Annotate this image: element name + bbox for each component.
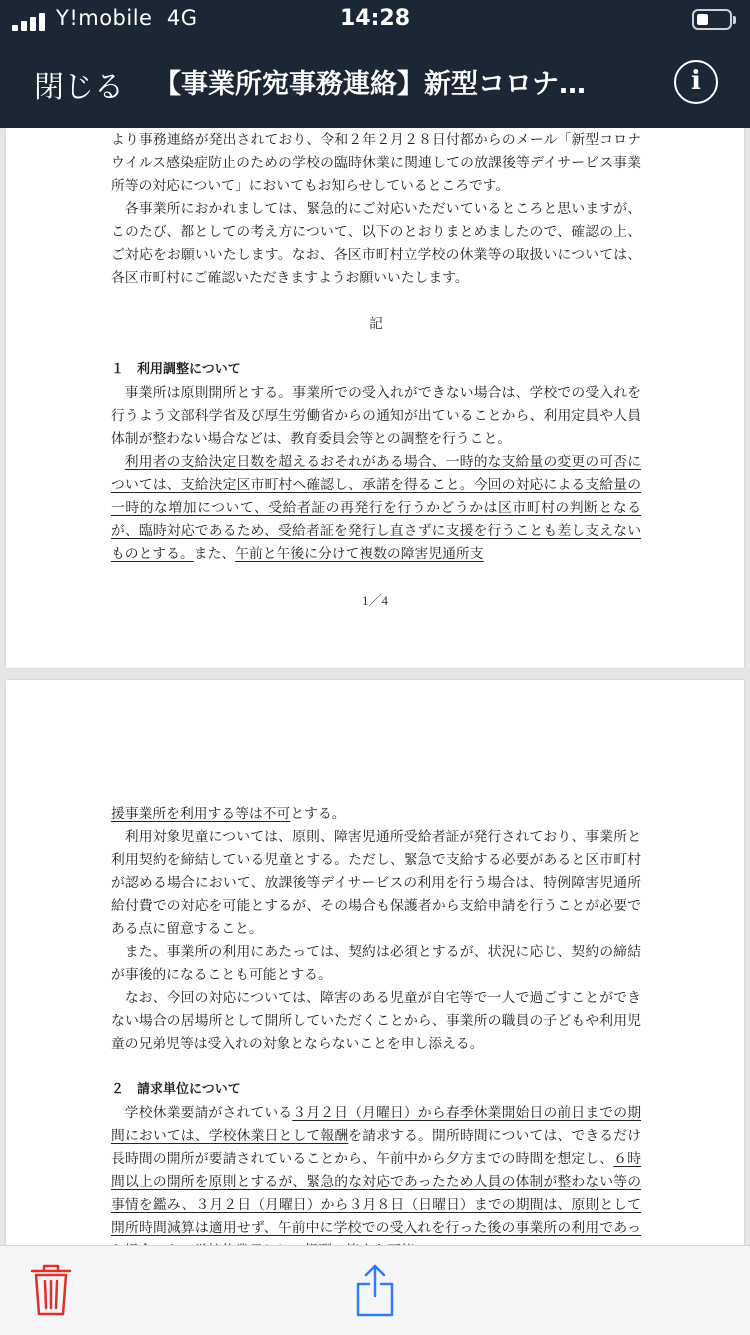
info-button[interactable]: i (674, 60, 718, 104)
paragraph-target-children: 利用対象児童については、原則、障害児通所受給者証が発行されており、事業所と利用契約を締結している児童とする。ただし、緊急で支給する必要があると区市町村が認める場合において、放課後等デイサービスの利用を行う場合は、特例障害児通所給付費での対応を可能とするが、その場合も保護者から支給申請を行うことが必要である点に留意すること。 (111, 829, 641, 936)
paragraph-contract: また、事業所の利用にあたっては、契約は必須とするが、状況に応じ、契約の締結が事後的になることも可能とする。 (111, 944, 641, 982)
network-type: 4G (166, 6, 198, 30)
document-title: 【事業所宛事務連絡】新型コロナ… (154, 69, 586, 100)
ki-heading: 記 (369, 316, 383, 331)
paragraph-section-1b (111, 450, 641, 565)
share-icon (350, 1262, 400, 1318)
page-1-text (111, 128, 641, 565)
paragraph-intro: より事務連絡が発出されており、令和２年２月２８日付都からのメール「新型コロナウイルス感染症防止のための学校の臨時休業に関連しての放課後等デイサービス事業所等の対応について」においてもお知らせしているところです。 (111, 132, 641, 193)
page-number: 1／4 (361, 593, 388, 608)
navigation-bar (0, 40, 750, 128)
top-bar (0, 0, 750, 128)
paragraph-continuation (111, 802, 641, 825)
underlined-text: 午前と午後に分けて複数の障害児通所支 (235, 546, 484, 561)
trash-icon (26, 1262, 76, 1318)
underlined-text: ６時間以上の開所を原則とするが、緊急的な対応であったため人員の体制が整わない等の事情を鑑み、３月２日（月曜日）から３月８日（日曜日）までの期間は、原則として開所時間減算は適用せず、午前中に学校での受入れを行った後の事業所の利用であっ (111, 1151, 641, 1235)
battery-icon (692, 9, 732, 30)
share-button[interactable] (350, 1262, 400, 1318)
plain-text: とする。 (290, 806, 346, 821)
section-2-title: ２ 請求単位について (111, 1082, 241, 1097)
document-page-1 (6, 128, 744, 668)
plain-text: 学校休業要請がされている (124, 1105, 293, 1120)
plain-text: また、 (193, 546, 236, 561)
status-bar (0, 0, 750, 40)
bottom-toolbar (0, 1245, 750, 1335)
underlined-text: ３月２日（月曜日）から春季休業開始日の前日までの期間においては、学校休業日として報酬 (111, 1105, 641, 1143)
plain-text: を請求する。開所時間については、できるだけ長時間の開所が要請されていることから、午前中から夕方までの時間を想定し、 (111, 1128, 641, 1166)
underlined-text: 援事業所を利用する等は不可 (111, 806, 291, 821)
underlined-text: 利用者の支給決定日数を超えるおそれがある場合、一時的な支給量の変更の可否については、支給決定区市町村へ確認し、承諾を得ること。今回の対応による支給量の一時的な増加について、受給者証の再発行を行うかどうかは区市町村の判断となるが、臨時対応であるため、受給者証を発行し直さずに支援を行うことも差し支えないものとする。 (111, 454, 641, 561)
page-2-text (111, 802, 641, 1262)
paragraph-note: なお、今回の対応については、障害のある児童が自宅等で一人で過ごすことができない場合の居場所として開所していただくことから、事業所の職員の子どもや利用児童の兄弟児等は受入れの対象とならないことを申し添える。 (111, 990, 641, 1051)
paragraph-section-2 (111, 1101, 641, 1262)
close-button[interactable]: 閉じる (34, 70, 124, 105)
paragraph-request: 各事業所におかれましては、緊急的にご対応いただいているところと思いますが、このたび、都としての考え方について、以下のとおりまとめましたので、確認の上、ご対応をお願いいたします。なお、各区市町村立学校の休業等の取扱いについては、各区市町村にご確認いただきますようお願いいたします。 (111, 201, 641, 285)
document-page-2 (6, 680, 744, 1280)
delete-button[interactable] (26, 1262, 76, 1318)
paragraph-section-1a: 事業所は原則開所とする。事業所での受入れができない場合は、学校での受入れを行うよう文部科学省及び厚生労働省からの通知が出ていることから、利用定員や人員体制が整わない場合などは、教育委員会等との調整を行うこと。 (111, 385, 641, 446)
clock: 14:28 (339, 6, 411, 31)
carrier-name: Y!mobile (56, 6, 153, 30)
section-1-title: １ 利用調整について (111, 362, 241, 377)
